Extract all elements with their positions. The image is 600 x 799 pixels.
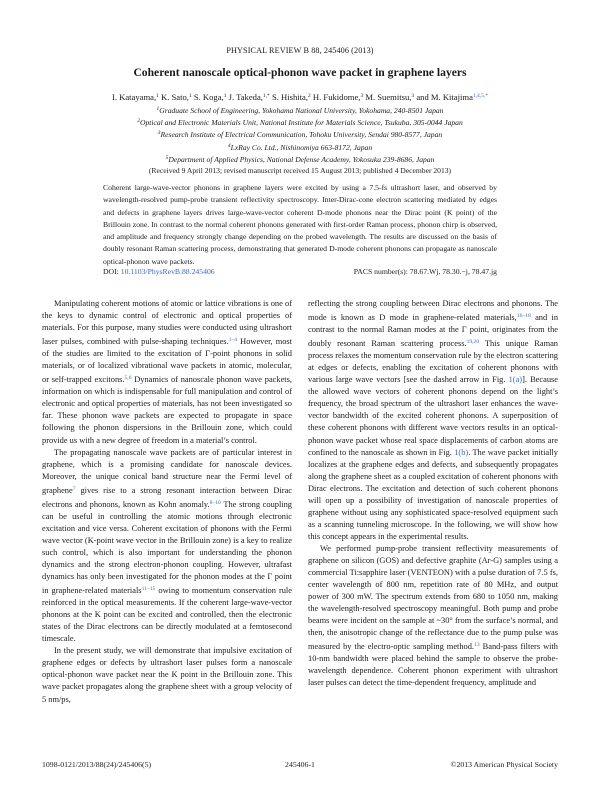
affiliation: $^3$Research Institute of Electrical Communication, Tohoku University, Sendai 980-8577, Japan — [157, 130, 443, 140]
author: S. Koga,$^1$ — [193, 92, 227, 102]
citation-link[interactable]: 1–4 — [228, 337, 238, 344]
doi-label: DOI: — [103, 267, 119, 276]
doi-pacs-row — [103, 267, 497, 276]
abstract: Coherent large-wave-vector phonons in graphene layers were excited by using a 7.5-fs ultrashort laser, and observed by wavelength-resolved pump-probe transient reflectivity spectroscopy. Inter-Dirac-cone electron scattering mediated by edges and defects in graphene layers drives large-wave-vector coherent D-mode phonons near the Dirac point (K point) of the Brillouin zone. In contrast to the normal coherent phonons generated with first-order Raman process, phonon chirp is observed, and amplitude and frequency strongly change depending on the probed wavelength. The results are discussed on the basis of doubly resonant Raman scattering process, demonstrating that generated D-mode coherent phonons can propagate as nanoscale optical-phonon wave packets. — [103, 183, 497, 266]
author: K. Sato,$^1$ — [161, 92, 192, 102]
author: J. Takeda,$^{1,*}$ — [228, 92, 270, 102]
citation-link[interactable]: 19,20 — [466, 339, 480, 346]
citation-link[interactable]: 13 — [474, 642, 480, 649]
affiliations — [0, 104, 600, 176]
author: M. Suemitsu,$^3$ — [365, 92, 415, 102]
footer-issn: 1098-0121/2013/88(24)/245406(5) — [42, 760, 152, 769]
citation-link[interactable]: 11–15 — [141, 586, 156, 593]
author: S. Hishita,$^2$ — [271, 92, 311, 102]
body-column-right — [308, 298, 558, 690]
author: I. Katayama,$^1$ — [111, 92, 159, 102]
figure-link[interactable]: 1(a) — [508, 375, 523, 385]
affiliation: $^5$Department of Applied Physics, National Defense Academy, Yokosuka 239-8686, Japan — [165, 154, 435, 164]
citation-link[interactable]: 7 — [72, 485, 76, 492]
paragraph: reflecting the strong coupling between Dirac electrons and phonons. The mode is known as D mode in graphene-related materials,$^{16-18}$ and in contrast to the normal Raman modes at the Γ point, originates from the doubly resonant Raman scattering process.$^{19,20}$ This unique Raman process relaxes the momentum conservation rule by the electron scattering at edges or defects, enabling the excitation of coherent phonons with various large wave vectors [see the dashed arrow in Fig. 1(a)]. Because the allowed wave vectors of coherent phonons depend on the light’s frequency, the broad spectrum of the ultrashort laser enhances the wave-vector bandwidth of the excited coherent phonons. A superposition of these coherent phonons with different wave vectors results in an optical-phonon wave packet whose real space displacements of carbon atoms are confined to the nanoscale as shown in Fig. 1(b). The wave packet initially localizes at the graphene edges and defects, and subsequently propagates along the graphene sheet as a coupled excitation of coherent phonons with Dirac electrons. The excitation and detection of such coherent phonons will open up a possibility of investigation of nanoscale properties of graphene without using any sophisticated space-resolved equipment such as a scanning tunneling microscope. In the following, we will show how this concept appears in the experimental results. — [308, 299, 559, 541]
citation-link[interactable]: 8–10 — [209, 499, 221, 506]
author-list — [0, 92, 600, 102]
figure-link[interactable]: 1(b) — [454, 447, 469, 457]
journal-header: PHYSICAL REVIEW B 88, 245406 (2013) — [226, 46, 374, 55]
paragraph: The propagating nanoscale wave packets are of particular interest in graphene, which is a promising candidate for nanoscale devices. Moreover, the unique conical band structure near the Fermi level of graphene$^7$ gives rise to a strong resonant interaction between Dirac electrons and phonons, known as Kohn anomaly.$^{8-10}$ The strong coupling can be useful in controlling the atomic motions through electronic excitation and vice versa. Coherent excitation of phonons with the Fermi wave vector (K-point wave vector in the Brillouin zone) is a key to realize such control, which is also important for understanding the phonon dynamics and the strong electron-phonon coupling. However, ultrafast dynamics has only been investigated for the phonon modes at the Γ point in graphene-related materials$^{11-15}$ owing to momentum conservation rule reinforced in the optical measurements. If the coherent large-wave-vector phonons at the K point can be excited and controlled, then the electronic states of the Dirac electrons can be directly modulated at a femtosecond timescale. — [42, 447, 292, 644]
affiliation: $^1$Graduate School of Engineering, Yokohama National University, Yokohama, 240-8501 Japan — [156, 106, 444, 115]
affiliation: $^4$LxRay Co. Ltd., Nishinomiya 663-8172, Japan — [227, 142, 373, 152]
citation-link[interactable]: 16–18 — [516, 313, 531, 320]
paper-title: Coherent nanoscale optical-phonon wave packet in graphene layers — [133, 66, 467, 79]
paragraph: Manipulating coherent motions of atomic or lattice vibrations is one of the keys to dynamic control of electronic and optical properties of materials. For this purpose, many studies were conducted using ultrashort laser pulses, combined with pulse-shaping techniques.$^{1-4}$ However, most of the studies are limited to the excitation of Γ-point phonons in solid materials, or of localized vibrational wave packets in atomic, molecular, or self-trapped excitons.$^{5,6}$ Dynamics of nanoscale phonon wave packets, information on which is indispensable for full manipulation and control of electronic and optical properties of materials, has not been investigated so far. These phonon wave packets are expected to propagate in space following the phonon dispersions in the Brillouin zone, which could provide us with a new degree of freedom in a material’s control. — [42, 299, 292, 445]
copyright: ©2013 American Physical Society — [450, 760, 558, 769]
author: and M. Kitajima$^{1,4,5,*}$ — [416, 92, 489, 102]
paragraph: We performed pump-probe transient reflectivity measurements of graphene on silicon (GOS) and defective graphite (Ar-G) samples using a commercial Ti:sapphire laser (VENTEON) with a pulse duration of 7.5 fs, center wavelength of 800 nm, repetition rate of 80 MHz, and output power of 300 mW. The spectrum extends from 680 to 1050 nm, making the wavelength-resolved spectroscopy meaningful. Both pump and probe beams were incident on the sample at ~30° from the surface’s normal, and then, the anisotropic change of the reflectance due to the pump pulse was measured by the electro-optic sampling method.$^{13}$ Band-pass filters with 10-nm bandwidth were placed behind the sample to observe the probe-wavelength dependence. Coherent phonon experiment with ultrashort laser pulses can detect the time-dependent frequency, amplitude and — [308, 543, 558, 688]
pacs-numbers: PACS number(s): 78.67.Wj, 78.30.−j, 78.47.jg — [353, 267, 497, 276]
affiliation: $^2$Optical and Electronic Materials Unit, National Institute for Materials Science, Tsukuba, 305-0044 Japan — [137, 118, 463, 128]
citation-link[interactable]: 5,6 — [124, 375, 132, 382]
page-number: 245406-1 — [285, 760, 315, 769]
paragraph: In the present study, we will demonstrate that impulsive excitation of graphene edges or defects by ultrashort laser pulses form a nanoscale optical-phonon wave packet near the K point in the Brillouin zone. This wave packet propagates along the graphene sheet with a group velocity of 5 nm/ps, — [42, 646, 292, 704]
received-dates: (Received 9 April 2013; revised manuscript received 15 August 2013; published 4 December 2013) — [148, 166, 452, 176]
doi-link[interactable]: 10.1103/PhysRevB.88.245406 — [120, 267, 215, 276]
body-column-left — [42, 298, 292, 706]
author: H. Fukidome,$^3$ — [312, 92, 364, 102]
